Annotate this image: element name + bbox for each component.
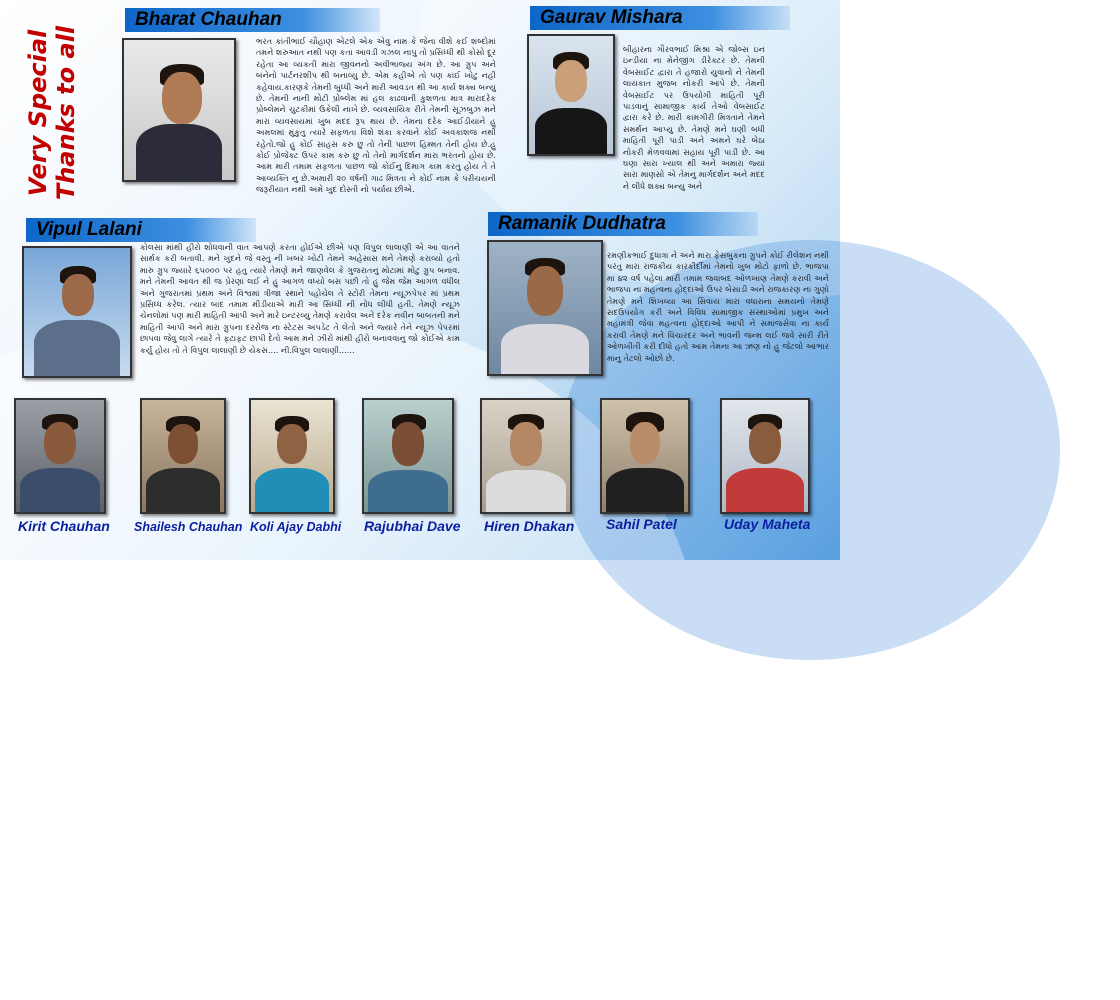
photo-vipul — [22, 246, 132, 378]
thumb-photo-hiren — [480, 398, 572, 514]
side-title-line2: Thanks to all — [52, 25, 80, 201]
thank-you-collage — [0, 0, 840, 560]
photo-ramanik — [487, 240, 603, 376]
photo-bharat — [122, 38, 236, 182]
thumb-photo-kirit — [14, 398, 106, 514]
thumb-photo-rajubhai — [362, 398, 454, 514]
thumb-label-uday: Uday Maheta — [724, 516, 811, 532]
para-gaurav: બીહારના ગૌરવભાઈ મિશ્રા એ જોબ્સ ઇન ઇન્ડીયા ના મેનેજીંગ ડીરેક્ટર છે. તેમની વેબસાઈટ દ્વારા તે હજારો યુવાનો ને તેમની લાયકાત મુજબ નોકરી આપે છે. તેમની વેબસાઈટ પર ઉપયોગી માહિતી પૂરી પાડવાનું સામાજીક કાર્ય તેઓ વેબસાઈટ દ્વારા કરે છે. મારી કામગીરી મિત્રતાને તેમને સમર્થન આપ્યુ છે. તેમણે મને ઘણી બધી માહિતી પૂરી પાડી અને અમને ઘરે બેઠા નોકરી મેળવવામાં સહાય પૂરી પાડી છે. આ ઘણા સારા ખ્યાલ થી અને અમારા જ્યાં સારા માણસો એ તેમનુ માર્ગદર્શન અને મદદ ને લીધે શક્ય બન્યુ અને — [623, 44, 765, 191]
para-bharat: ભરત કાંતીભાઈ ચૌહાણ એટલે એક એવુ નામ કે જેના વીશે કઈ શબ્દોમાં તમને શરુઆત નથી પણ કતા આવડી ગઝલ નાપુ તો પ્રસિધ્ધી થી કોસો દૂર રહેતા આ વ્યકતી મારા જીવનનો અવીભાજ્ય અંગ છે. આ ગ્રુપ અને બંનેનો પાર્ટનરશીપ થી બનાવ્યુ છે. એમ કહીએ તો પણ કાંઈ ખોટુ નહી કહેવાય.કારણકે તેમની બુધ્ધી અને મારી આવડત થી આ કાર્ય શક્ય બન્યુ છે. તેમની નાની મોટી પ્રોબ્લેમ માં હલ કાઢવાની કુશળતા માત્ર મારાદરેક પ્રોબ્લેમને ચુટકીમાં ઉકેલી નાખે છે. વ્યવસાયિક રીતે તેમની સૂઝબુઝ મને મારા વ્યવસાયમાં ખુબ મદદ રૂપ થાય છે. તેમના દરેક આઈડીયાને હુ અમલમાં મુકુતુ ત્યારે સફળતા વિશે શંકા કરવાને કોઈ અવકાશજ નથી રહેતો.જો હુ કોઈ સાહસ કરુ છુ તો તેની પાછળ હિમ્મત તેની હોય છે.હુ કોઈ પ્રોજેક્ટ ઉપર કામ કરુ છુ તો તેનો માર્ગદર્શન મારા ભરતનો હોય છે. આમ મારી તમામ સફળતા પાછળ જો કોઈનુ દિમાગ કામ કરતુ હોય તે તે આવ્યક્તિ નુ છે.અમારી ૨૦ વર્ષની ગાઢ મિત્રતા ને કોઈ નામ કે પરીચયની જરૂરીયાત નથી અમે ખુદ દોસ્તી નો પર્યાય છીએ. — [256, 36, 496, 195]
para-vipul: કોલસા માંથી હીરો શોધવાની વાત આપણે કરતા હોઈએ છીએ પણ વિપુલ લાલાણી એ આ વાતને સાર્થક કરી બતાવી. મને ખુદને જે વસ્તુ ની ખબર ખોટી તેમને અહેસાસ મને તેમણે કરાવ્યો હતો મારુ ગ્રુપ જ્યારે ૬૫૦૦૦ પર હતુ ત્યારે તેમણે મને જાણવેલ કે ગુજરાતનુ મોટામાં મોટુ ગ્રુપ બનાવ. મને તેમની આવત થી જ પ્રેરણા લઈ ને હુ આગળ વધ્યો બસ પછી તો હુ જેમ જેમ આગળ વધીલ અને ગુજરાતમાં પ્રથમ અને વિશ્વમાં ત્રીજા સ્થાને પહોચેલ તે સ્ટોરી તેમના ન્યૂઝપેપર માં પ્રથમ પ્રસિધ્ધ કરેલ. ત્યાર બાદ તમામ મીડીયાએ મારી આ સિધ્ધી ની નોંધ લીધી હતી. તેમણે ન્યૂઝ ચેનલોમાં પણ મારી માહિતી આપી અને મારે ઇન્ટરવ્યુ તેમણે કરાવેલ અને દરેક નવીન બાબતની મને માહિતી આપી અને મારા ગ્રુપના દરરોજ ના સ્ટેટસ અપડેટ તે લેતો અને જ્યારે તેને ન્યૂઝ પેપરમાં છાપવા જેવુ લાગે ત્યારે તે ફટાફટ છાપી દેતો આમ મને ઝીરો માંથી હીરો બનાવવાનુ જો કોઈએ કામ કર્યુ હોય તો તે વિપુલ લાલાણી છે યેકસ.... ની.વિપુલ લાલાણી...... — [140, 242, 460, 355]
side-title — [24, 3, 80, 223]
name-bar-ramanik: Ramanik Dudhatra — [488, 212, 758, 236]
thumb-label-rajubhai: Rajubhai Dave — [364, 518, 461, 534]
name-bar-bharat: Bharat Chauhan — [125, 8, 380, 32]
thumb-photo-uday — [720, 398, 810, 514]
side-title-line1: Very Special — [24, 29, 52, 197]
thumb-photo-sahil — [600, 398, 690, 514]
thumb-photo-koli — [249, 398, 335, 514]
photo-gaurav — [527, 34, 615, 156]
name-bar-vipul: Vipul Lalani — [26, 218, 256, 242]
thumb-photo-shailesh — [140, 398, 226, 514]
para-ramanik: રમણીકભાઈ દુધાત્રા ને અને મારા ફેસબુકના ગ્રુપને કોઈ રીલેશન નથી પરંતુ મારા રાજકીય કારકીર્દીમાં તેમનો ખુબ મોટો ફાળો છે. ભાજપા મા ૪૨ વર્ષ પહેલા મારી તમામ જવાબદ ઓળખાણ તેમણે કરાવી અને ભાજપા ના મહત્વના હોદ્દાઓ ઉપર બેસાડી અને રાજકારણ ના ગુણો તેમણે મને શિખવ્યા આ સિવાય મારા વધારાના સમયનો તેમણે સદઉપયોગ કરી અને વિવિધ સામાજીક સંસ્થાઓમાં પ્રમુખ અને મહામંત્રી જેવા મહત્વના હોદ્દાઓ આપી ને સમાજસેવા ના કાર્ય કરાવી તેમણે મને વિચારદર અને ભાવની જન્મ લઈ જવે સારી રીતે ઓળખીતી કરી દીધો હતો આમ તેમના આ ઋણ નો હુ જેટલો આભાર માનુ તેટલો ઓછો છે. — [607, 250, 829, 363]
thumb-label-kirit: Kirit Chauhan — [18, 518, 110, 534]
name-bar-gaurav: Gaurav Mishara — [530, 6, 790, 30]
thumb-label-hiren: Hiren Dhakan — [484, 518, 575, 534]
thumb-label-shailesh: Shailesh Chauhan — [134, 520, 243, 534]
thumb-label-sahil: Sahil Patel — [606, 516, 677, 532]
thumb-label-koli: Koli Ajay Dabhi — [250, 520, 342, 534]
